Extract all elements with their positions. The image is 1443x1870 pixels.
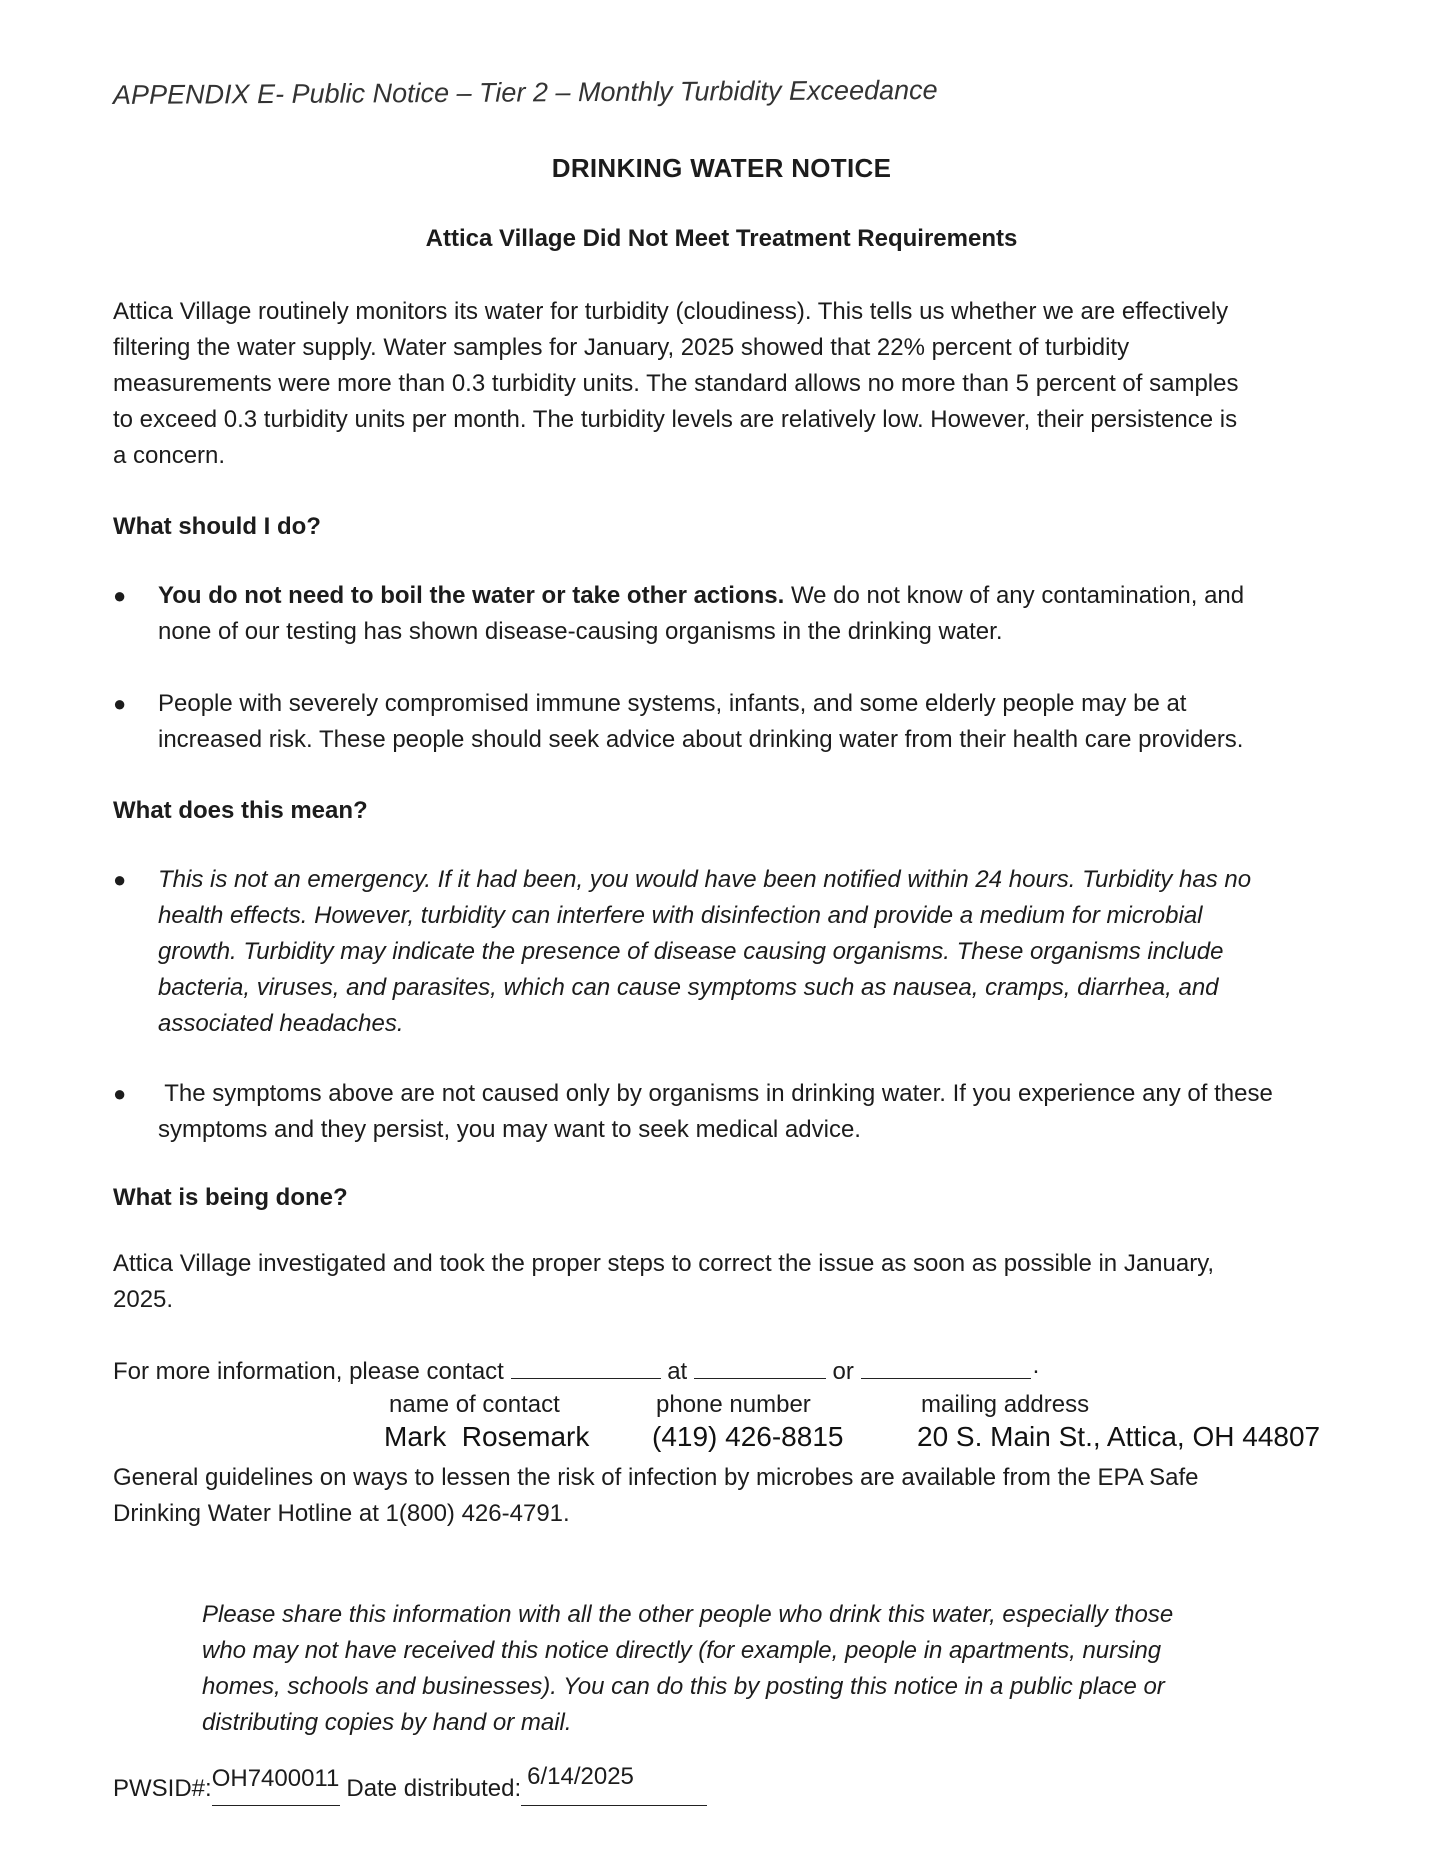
intro-line: filtering the water supply. Water samples for January, 2025 showed that 22% percent of turbidity — [113, 334, 1130, 361]
footer-line — [113, 1763, 707, 1804]
guidelines-paragraph — [113, 1460, 1333, 1532]
bullet-text: People with severely compromised immune systems, infants, and some elderly people may be at — [158, 690, 1187, 717]
bullet-icon: ● — [113, 867, 127, 892]
contact-phone-blank — [694, 1356, 826, 1379]
done-line: 2025. — [113, 1286, 174, 1313]
appendix-title: APPENDIX E- Public Notice – Tier 2 – Monthly Turbidity Exceedance — [112, 74, 938, 110]
contact-or: or — [832, 1358, 854, 1385]
bullet-increased-risk — [113, 686, 1343, 758]
date-label: Date distributed: — [346, 1775, 522, 1802]
pwsid-label: PWSID#: — [113, 1775, 212, 1802]
done-paragraph — [113, 1246, 1333, 1318]
contact-address-value: 20 S. Main St., Attica, OH 44807 — [917, 1421, 1321, 1452]
intro-line: a concern. — [113, 442, 226, 469]
notice-subtitle: Attica Village Did Not Meet Treatment Requirements — [425, 225, 1018, 252]
bullet-text: growth. Turbidity may indicate the presence of disease causing organisms. These organisms include — [158, 938, 1224, 965]
pwsid-field — [211, 1765, 340, 1806]
notice-title: DRINKING WATER NOTICE — [551, 153, 892, 183]
guidelines-line: Drinking Water Hotline at 1(800) 426-4791. — [113, 1500, 570, 1527]
bullet-text: increased risk. These people should seek advice about drinking water from their health care providers. — [158, 726, 1244, 753]
contact-phone-value: (419) 426-8815 — [652, 1421, 844, 1452]
bullet-text: We do not know of any contamination, and — [784, 582, 1245, 609]
bullet-text: health effects. However, turbidity can interfere with disinfection and provide a medium for microbial — [158, 902, 1203, 929]
guidelines-line: General guidelines on ways to lessen the risk of infection by microbes are available from the EPA Safe — [113, 1464, 1199, 1491]
date-value: 6/14/2025 — [527, 1763, 634, 1790]
bullet-text: bacteria, viruses, and parasites, which can cause symptoms such as nausea, cramps, diarrhea, and — [158, 974, 1219, 1001]
pwsid-value: OH7400011 — [211, 1765, 340, 1792]
heading-what-should-i-do: What should I do? — [113, 513, 321, 540]
label-name-of-contact: name of contact — [389, 1391, 560, 1418]
label-mailing-address: mailing address — [921, 1391, 1090, 1418]
intro-paragraph — [113, 294, 1333, 474]
contact-prefix: For more information, please contact — [113, 1358, 504, 1385]
bullet-bold-text: You do not need to boil the water or take other actions. — [158, 582, 785, 609]
bullet-not-emergency — [113, 862, 1343, 1042]
intro-line: Attica Village routinely monitors its water for turbidity (cloudiness). This tells us whether we are effectively — [113, 298, 1229, 325]
share-line: who may not have received this notice directly (for example, people in apartments, nursing — [202, 1637, 1162, 1664]
contact-period: . — [1032, 1352, 1040, 1379]
share-line: homes, schools and businesses). You can do this by posting this notice in a public place or — [202, 1673, 1165, 1700]
intro-line: measurements were more than 0.3 turbidity units. The standard allows no more than 5 percent of samples — [113, 370, 1239, 397]
label-phone-number: phone number — [656, 1391, 811, 1418]
contact-name-blank — [511, 1356, 661, 1379]
contact-name-value: Mark Rosemark — [384, 1421, 590, 1452]
contact-address-blank — [861, 1352, 1040, 1379]
contact-at: at — [667, 1358, 688, 1385]
bullet-text: symptoms and they persist, you may want to seek medical advice. — [158, 1116, 861, 1143]
heading-what-does-this-mean: What does this mean? — [113, 797, 368, 824]
bullet-icon: ● — [113, 691, 127, 716]
share-paragraph — [202, 1597, 1242, 1741]
intro-line: to exceed 0.3 turbidity units per month. The turbidity levels are relatively low. However, their persistence is — [113, 406, 1238, 433]
bullet-text: none of our testing has shown disease-causing organisms in the drinking water. — [158, 618, 1003, 645]
bullet-text: The symptoms above are not caused only by organisms in drinking water. If you experience any of these — [158, 1080, 1273, 1107]
bullet-text: This is not an emergency. If it had been, you would have been notified within 24 hours. Turbidity has no — [158, 866, 1252, 893]
bullet-symptoms — [113, 1076, 1343, 1148]
bullet-no-boil — [113, 578, 1343, 650]
heading-what-is-being-done: What is being done? — [113, 1184, 348, 1211]
bullet-text: associated headaches. — [158, 1010, 404, 1037]
share-line: distributing copies by hand or mail. — [202, 1709, 572, 1736]
bullet-icon: ● — [113, 583, 127, 608]
bullet-icon: ● — [113, 1081, 127, 1106]
share-line: Please share this information with all the other people who drink this water, especially those — [202, 1601, 1174, 1628]
contact-line — [113, 1352, 1040, 1386]
done-line: Attica Village investigated and took the proper steps to correct the issue as soon as possible in January, — [113, 1250, 1215, 1277]
date-field — [521, 1763, 707, 1806]
